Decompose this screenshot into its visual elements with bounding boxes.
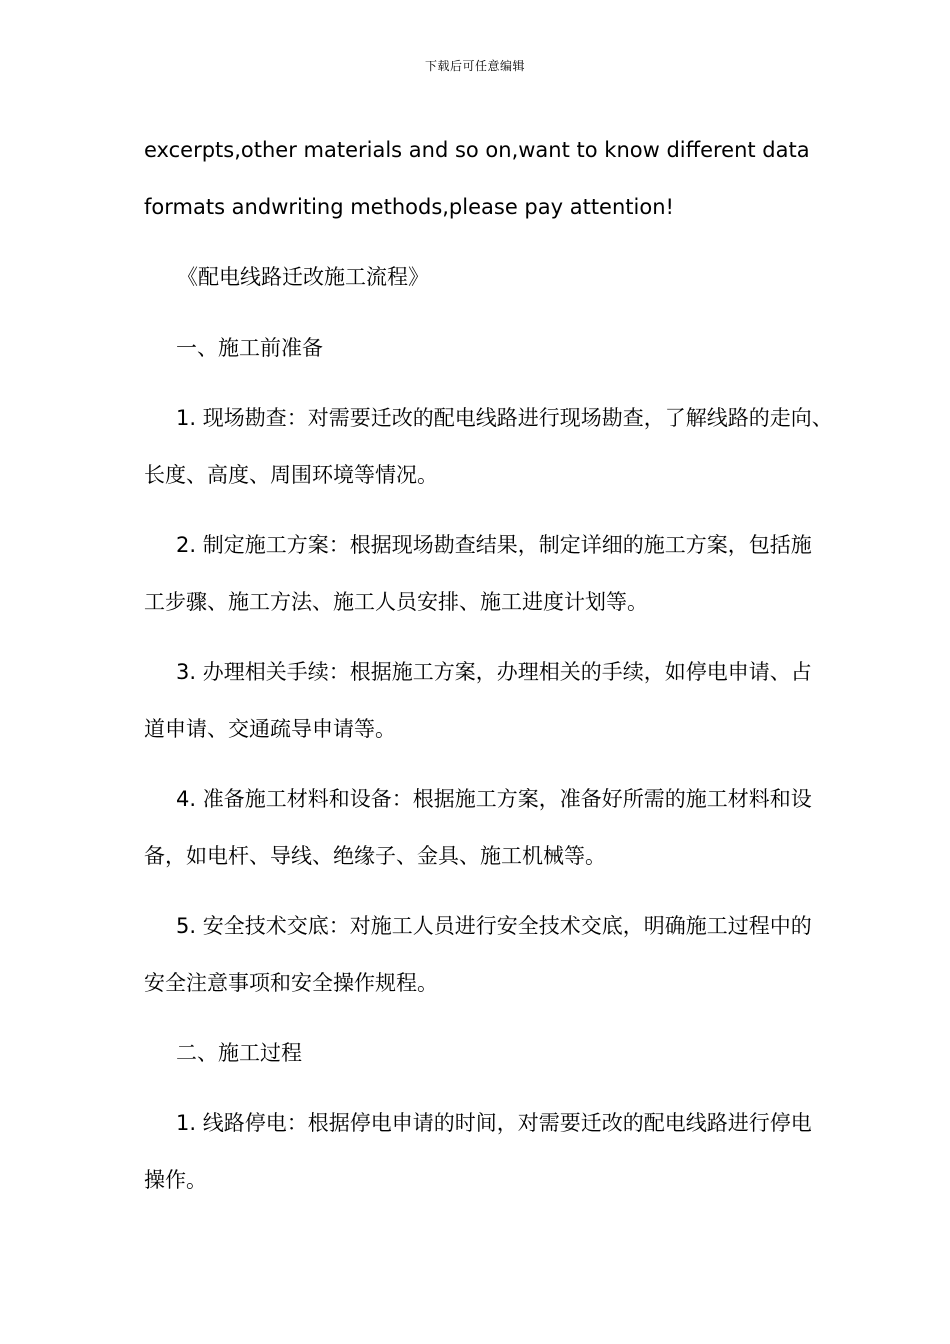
list-item-procedures: 3. 办理相关手续：根据施工方案，办理相关的手续，如停电申请、占	[176, 660, 812, 684]
list-item-safety-briefing-continued: 安全注意事项和安全操作规程。	[144, 971, 438, 995]
list-item-materials: 4. 准备施工材料和设备：根据施工方案，准备好所需的施工材料和设	[176, 787, 812, 811]
paragraph-line-english-2: formats andwriting methods,please pay attention!	[144, 195, 674, 219]
list-item-construction-plan-continued: 工步骤、施工方法、施工人员安排、施工进度计划等。	[144, 590, 648, 614]
list-item-power-outage: 1. 线路停电：根据停电申请的时间，对需要迁改的配电线路进行停电	[176, 1111, 812, 1135]
list-item-site-survey-continued: 长度、高度、周围环境等情况。	[144, 463, 438, 487]
list-item-procedures-continued: 道申请、交通疏导申请等。	[144, 717, 396, 741]
list-item-construction-plan: 2. 制定施工方案：根据现场勘查结果，制定详细的施工方案，包括施	[176, 533, 812, 557]
paragraph-line-english-1: excerpts,other materials and so on,want to know different data	[144, 138, 810, 162]
section-heading-construction-process: 二、施工过程	[176, 1041, 302, 1065]
list-item-safety-briefing: 5. 安全技术交底：对施工人员进行安全技术交底，明确施工过程中的	[176, 914, 812, 938]
page-header-note: 下载后可任意编辑	[424, 59, 525, 73]
list-item-power-outage-continued: 操作。	[144, 1168, 207, 1192]
document-title: 《配电线路迁改施工流程》	[177, 265, 429, 289]
list-item-site-survey: 1. 现场勘查：对需要迁改的配电线路进行现场勘查，了解线路的走向、	[176, 406, 833, 430]
list-item-materials-continued: 备，如电杆、导线、绝缘子、金具、施工机械等。	[144, 844, 606, 868]
section-heading-preparation: 一、施工前准备	[176, 336, 323, 360]
